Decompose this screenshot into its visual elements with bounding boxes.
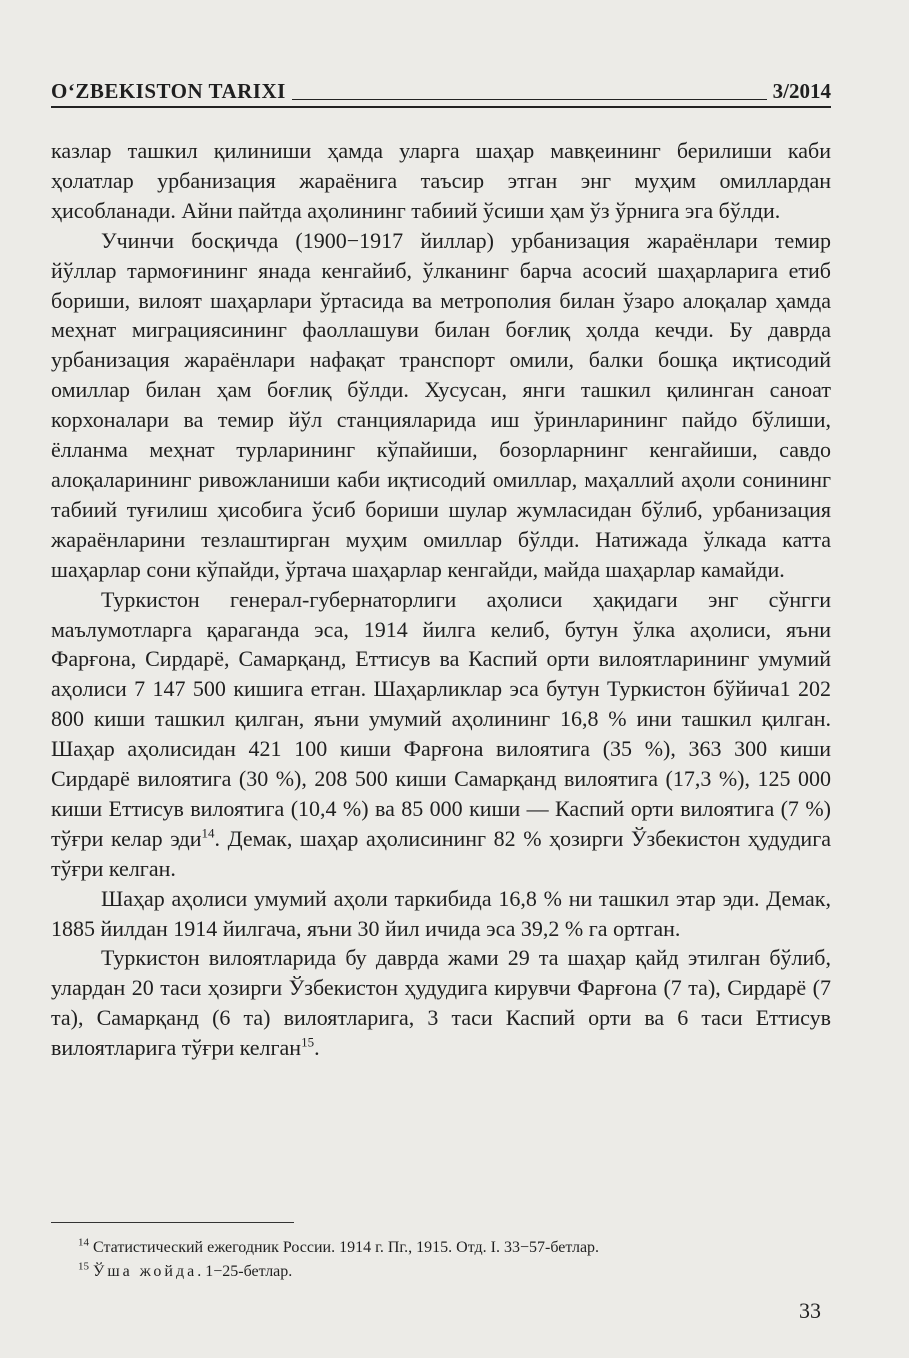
paragraph-3-text: Туркистон генерал-губернаторлиги аҳолиси ҳақидаги энг сўнгги маълумотларга қараганда эса, 1914 йилга келиб, бутун ўлка аҳолиси, яъни Фарғона, Сирдарё, Самарқанд, Еттисув ва Каспий орти вилоятларининг умумий аҳолиси 7 147 500 кишига етган. Шаҳарликлар эса бутун Туркистон бўйича1 202 800 киши ташкил қилган, яъни умумий аҳолининг 16,8 % ини ташкил қилган. Шаҳар аҳолисидан 421 100 киши Фарғона вилоятига (35 %), 363 300 киши Сирдарё вилоятига (30 %), 208 500 киши Самарқанд вилоятига (17,3 %), 125 000 киши Еттисув вилоятига (10,4 %) ва 85 000 киши — Каспий орти вилоятига (7 %) тўғри келар эди bbox=[51, 586, 831, 851]
footnote-separator bbox=[51, 1222, 294, 1223]
footnote-ref-15[interactable]: 15 bbox=[301, 1034, 315, 1050]
paragraph-5 bbox=[51, 943, 831, 1063]
footnote-14 bbox=[78, 1236, 818, 1260]
journal-title: O‘ZBEKISTON TARIXI bbox=[51, 79, 286, 103]
header-rule bbox=[51, 106, 831, 108]
footnote-15 bbox=[78, 1260, 818, 1284]
page-number: 33 bbox=[799, 1298, 821, 1323]
footnotes bbox=[78, 1236, 818, 1284]
article-body bbox=[51, 136, 831, 1063]
paragraph-1-text: казлар ташкил қилиниши ҳамда уларга шаҳар мавқеининг берилиши каби ҳолатлар урбанизация жараёнига таъсир этган энг муҳим омиллардан ҳисобланади. Айни пайтда аҳолининг табиий ўсиши ҳам ўз ўрнига эга бўлди. bbox=[51, 138, 831, 223]
paragraph-4 bbox=[51, 884, 831, 944]
footnote-15-text: . 1−25-бетлар. bbox=[197, 1263, 293, 1280]
paragraph-5-text-after: . bbox=[314, 1035, 320, 1061]
paragraph-2-text: Учинчи босқичда (1900−1917 йиллар) урбанизация жараёнлари темир йўллар тармоғининг янада кенгайиб, ўлканинг барча асосий шаҳарларига етиб бориши, вилоят шаҳарлари ўртасида ва метрополия билан ўзаро алоқалар ҳамда меҳнат миграциясининг фаоллашуви билан боғлиқ ҳолда кечди. Бу даврда урбанизация жараёнлари нафақат транспорт омили, балки бошқа иқтисодий омиллар билан ҳам боғлиқ бўлди. Хусусан, янги ташкил қилинган саноат корхоналари ва темир йўл станцияларида иш ўринларининг пайдо бўлиши, ёлланма меҳнат турларининг кўпайиши, бозорларнинг кенгайиши, савдо алоқаларининг ривожланиши каби иқтисодий омиллар, маҳаллий аҳоли сонининг табиий туғилиш ҳисобига ўсиб бориши шулар жумласидан бўлиб, урбанизация жараёнларини тезлаштирган муҳим омиллар бўлди. Натижада ўлкада катта шаҳарлар сони кўпайди, ўртача шаҳарлар кенгайди, майда шаҳарлар камайди. bbox=[51, 227, 831, 582]
paragraph-3 bbox=[51, 585, 831, 884]
paragraph-4-text: Шаҳар аҳолиси умумий аҳоли таркибида 16,8 % ни ташкил этар эди. Демак, 1885 йилдан 1914 йилгача, яъни 30 йил ичида эса 39,2 % га ортган. bbox=[51, 885, 831, 941]
running-header bbox=[51, 74, 831, 104]
paragraph-1 bbox=[51, 136, 831, 226]
paragraph-3-text-after: . Демак, шаҳар аҳолисининг 82 % ҳозирги Ўзбекистон ҳудудига тўғри келган. bbox=[51, 825, 831, 881]
footnote-14-text: Статистический ежегодник России. 1914 г. Пг., 1915. Отд. I. 33−57-бетлар. bbox=[93, 1239, 600, 1256]
paragraph-2 bbox=[51, 226, 831, 585]
footnote-15-number: 15 bbox=[78, 1260, 89, 1273]
header-inline-rule bbox=[292, 99, 767, 100]
footnote-ref-14[interactable]: 14 bbox=[201, 825, 215, 841]
issue-number: 3/2014 bbox=[772, 79, 831, 103]
paragraph-5-text: Туркистон вилоятларида бу даврда жами 29 та шаҳар қайд этилган бўлиб, улардан 20 таси ҳозирги Ўзбекистон ҳудудига кирувчи Фарғона (7 та), Сирдарё (7 та), Самарқанд (6 та) вилоятларига, 3 таси Каспий орти ва 6 таси Еттисув вилоятларига тўғри келган bbox=[51, 945, 831, 1061]
footnote-15-spaced-text: Ўша жойда bbox=[93, 1263, 198, 1280]
footnote-14-number: 14 bbox=[78, 1236, 89, 1249]
